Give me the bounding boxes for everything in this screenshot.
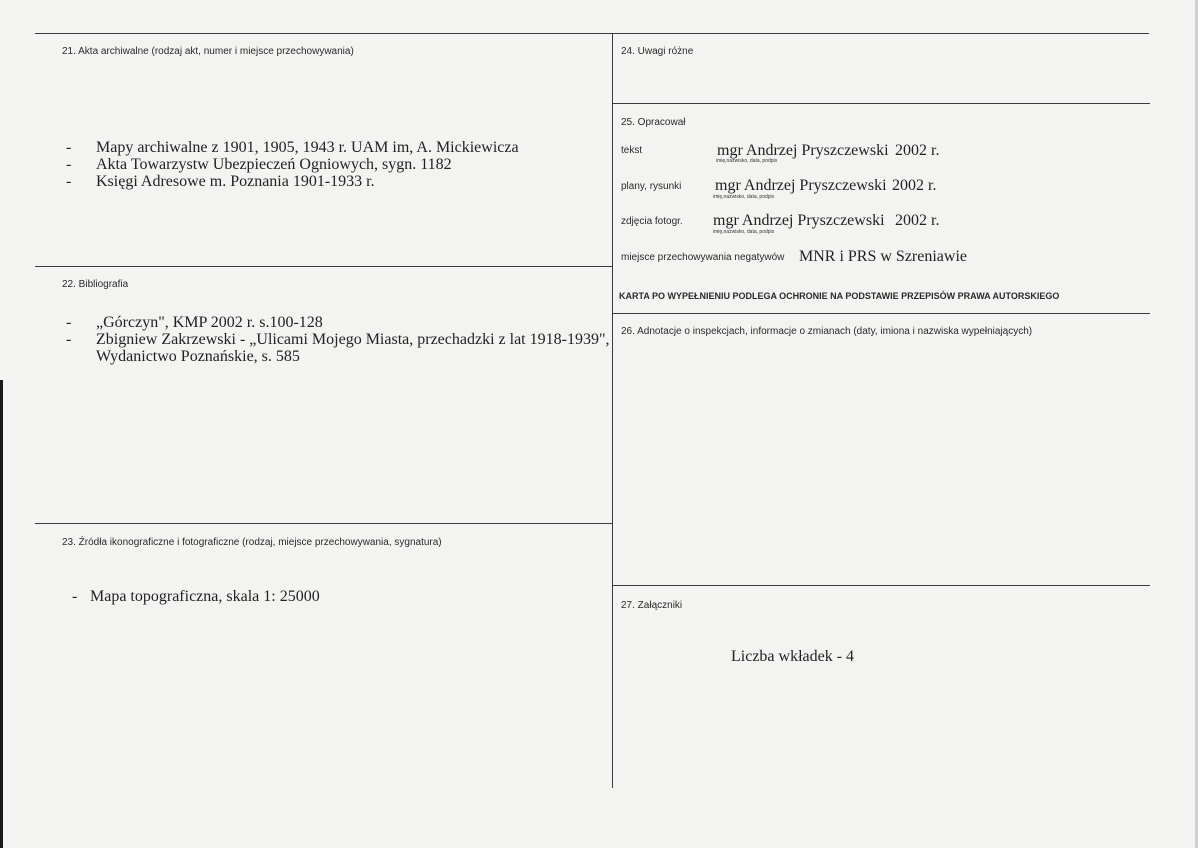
section-23-label: 23. Źródła ikonograficzne i fotograficzne (rodzaj, miejsce przechowywania, sygnatura) bbox=[62, 537, 442, 548]
author-row-tekst-year: 2002 r. bbox=[895, 142, 940, 159]
author-row-zdjecia-field: zdjęcia fotogr. bbox=[621, 216, 683, 227]
list-item-continuation: Wydanictwo Poznańskie, s. 585 bbox=[96, 348, 300, 365]
negatives-label: miejsce przechowywania negatywów bbox=[621, 252, 785, 263]
copyright-notice: KARTA PO WYPEŁNIENIU PODLEGA OCHRONIE NA PODSTAWIE PRZEPISÓW PRAWA AUTORSKIEGO bbox=[619, 291, 1060, 301]
bullet-dash: - bbox=[66, 156, 72, 173]
attachments-count: Liczba wkładek - 4 bbox=[731, 648, 855, 665]
bullet-dash: - bbox=[66, 331, 72, 348]
section-22-label: 22. Bibliografia bbox=[62, 279, 129, 290]
list-item-text: Mapy archiwalne z 1901, 1905, 1943 r. UAM im, A. Mickiewicza bbox=[96, 139, 519, 156]
author-row-plany-name: mgr Andrzej Pryszczewski bbox=[715, 177, 887, 194]
list-item bbox=[66, 156, 519, 173]
author-row-plany-year: 2002 r. bbox=[892, 177, 937, 194]
divider-21-22 bbox=[35, 266, 612, 267]
bullet-dash: - bbox=[66, 314, 72, 331]
list-item-text: Akta Towarzystw Ubezpieczeń Ogniowych, sygn. 1182 bbox=[96, 156, 452, 173]
divider-26-27 bbox=[612, 585, 1150, 586]
list-item-text: Zbigniew Zakrzewski - „Ulicami Mojego Miasta, przechadzki z lat 1918-1939", bbox=[96, 331, 610, 348]
center-divider bbox=[612, 33, 613, 788]
list-item-text: „Górczyn", KMP 2002 r. s.100-128 bbox=[96, 314, 323, 331]
section-25-label: 25. Opracował bbox=[621, 117, 686, 128]
author-row-plany-hint: imię,nazwisko, data, podpis bbox=[713, 194, 775, 200]
section-21-list bbox=[66, 139, 519, 190]
bullet-dash: - bbox=[72, 588, 78, 605]
section-26-label: 26. Adnotacje o inspekcjach, informacje o zmianach (daty, imiona i nazwiska wypełniających) bbox=[621, 326, 1033, 337]
divider-24-25 bbox=[612, 103, 1150, 104]
author-row-tekst-name: mgr Andrzej Pryszczewski bbox=[717, 142, 889, 159]
scan-left-edge bbox=[0, 380, 3, 848]
divider-25-26 bbox=[612, 313, 1150, 314]
top-border bbox=[35, 33, 1149, 34]
list-item bbox=[66, 314, 609, 331]
author-row-plany-field: plany, rysunki bbox=[621, 181, 682, 192]
author-row-zdjecia-hint: imię,nazwisko, data, podpis bbox=[713, 229, 775, 235]
list-item-text: Mapa topograficzna, skala 1: 25000 bbox=[90, 588, 320, 605]
section-24-label: 24. Uwagi różne bbox=[621, 46, 694, 57]
author-row-tekst-field: tekst bbox=[621, 145, 643, 156]
bullet-dash: - bbox=[66, 139, 72, 156]
bullet-dash: - bbox=[66, 173, 72, 190]
section-21-label: 21. Akta archiwalne (rodzaj akt, numer i miejsce przechowywania) bbox=[62, 46, 354, 57]
section-22-list bbox=[66, 314, 609, 365]
section-27-label: 27. Załączniki bbox=[621, 600, 683, 611]
list-item bbox=[66, 139, 519, 156]
negatives-value: MNR i PRS w Szreniawie bbox=[799, 248, 967, 265]
list-item bbox=[66, 331, 609, 365]
section-23-list bbox=[72, 588, 320, 605]
author-row-tekst-hint: imię,nazwisko, data, podpis bbox=[716, 158, 778, 164]
list-item-text: Księgi Adresowe m. Poznania 1901-1933 r. bbox=[96, 173, 375, 190]
list-item bbox=[72, 588, 320, 605]
list-item bbox=[66, 173, 519, 190]
author-row-zdjecia-name: mgr Andrzej Pryszczewski bbox=[713, 212, 885, 229]
divider-22-23 bbox=[35, 523, 612, 524]
author-row-zdjecia-year: 2002 r. bbox=[895, 212, 940, 229]
